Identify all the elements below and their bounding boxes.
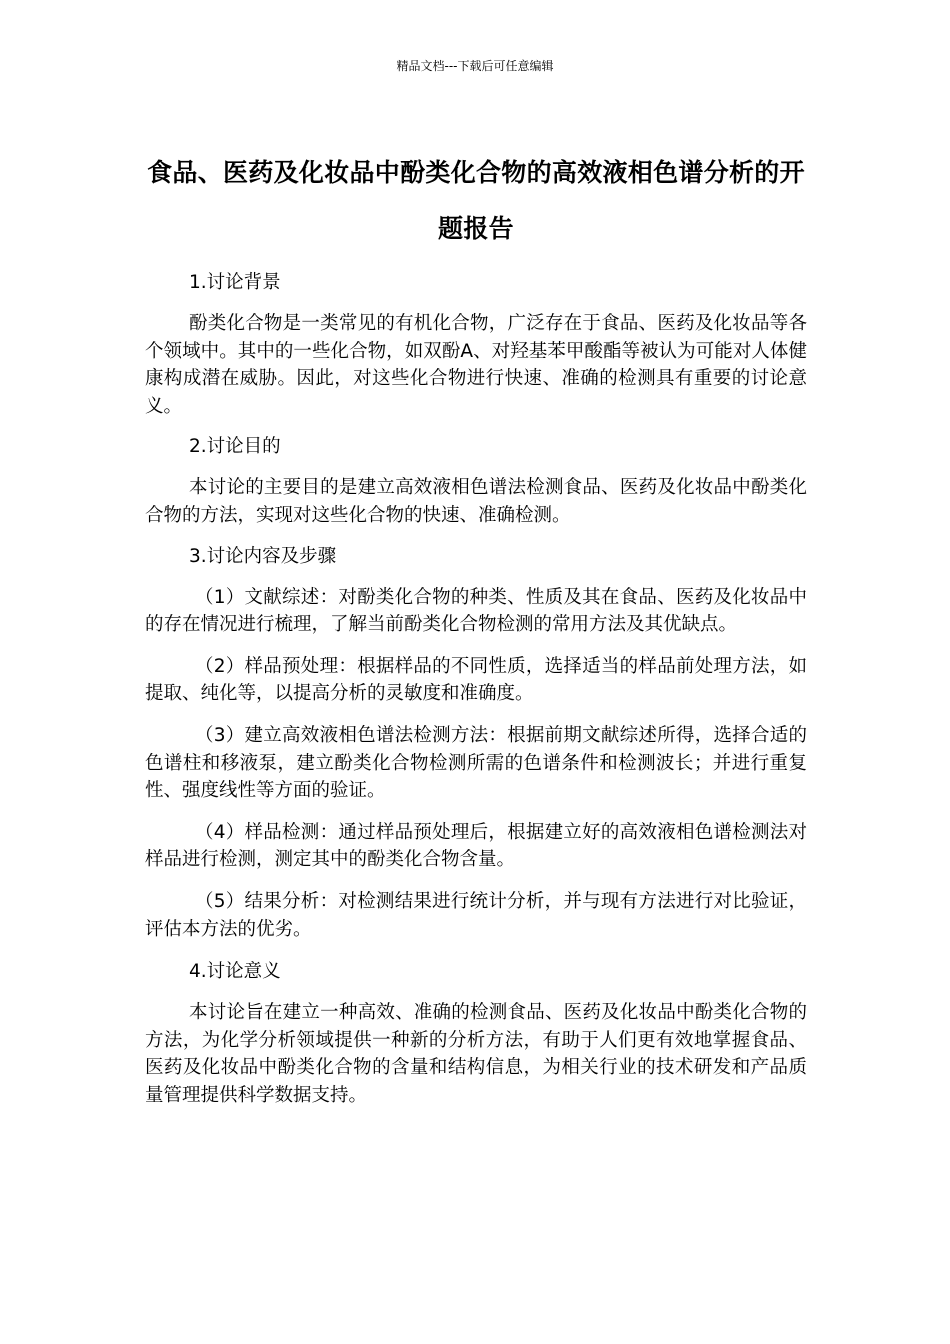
section-heading-content-steps: 3.讨论内容及步骤 bbox=[189, 545, 337, 567]
section-heading-background: 1.讨论背景 bbox=[189, 272, 281, 293]
paragraph-significance: 本讨论旨在建立一种高效、准确的检测食品、医药及化妆品中酚类化合物的方法，为化学分析领域提供一种新的分析方法，有助于人们更有效地掌握食品、医药及化妆品中酚类化合物的含量和结构信息，为相关行业的技术研发和产品质量管理提供科学数据支持。 bbox=[145, 1002, 807, 1106]
page-header: 精品文档---下载后可任意编辑 bbox=[396, 59, 554, 73]
document-body bbox=[145, 268, 807, 1121]
step-result-analysis: （5）结果分析：对检测结果进行统计分析，并与现有方法进行对比验证，评估本方法的优劣。 bbox=[145, 890, 807, 940]
step-literature-review: （1）文献综述：对酚类化合物的种类、性质及其在食品、医药及化妆品中的存在情况进行梳理，了解当前酚类化合物检测的常用方法及其优缺点。 bbox=[145, 586, 807, 636]
document-title: 食品、医药及化妆品中酚类化合物的高效液相色谱分析的开题报告 bbox=[147, 157, 805, 243]
step-sample-detection: （4）样品检测：通过样品预处理后，根据建立好的高效液相色谱检测法对样品进行检测，测定其中的酚类化合物含量。 bbox=[145, 821, 807, 871]
step-hplc-method: （3）建立高效液相色谱法检测方法：根据前期文献综述所得，选择合适的色谱柱和移液泵，建立酚类化合物检测所需的色谱条件和检测波长；并进行重复性、强度线性等方面的验证。 bbox=[145, 724, 807, 802]
paragraph-background: 酚类化合物是一类常见的有机化合物，广泛存在于食品、医药及化妆品等各个领域中。其中的一些化合物，如双酚A、对羟基苯甲酸酯等被认为可能对人体健康构成潜在威胁。因此，对这些化合物进行快速、准确的检测具有重要的讨论意义。 bbox=[145, 313, 807, 417]
step-sample-pretreatment: （2）样品预处理：根据样品的不同性质，选择适当的样品前处理方法，如提取、纯化等，以提高分析的灵敏度和准确度。 bbox=[145, 655, 807, 705]
paragraph-purpose: 本讨论的主要目的是建立高效液相色谱法检测食品、医药及化妆品中酚类化合物的方法，实现对这些化合物的快速、准确检测。 bbox=[145, 477, 807, 526]
section-heading-significance: 4.讨论意义 bbox=[189, 961, 281, 983]
section-heading-purpose: 2.讨论目的 bbox=[189, 436, 281, 458]
